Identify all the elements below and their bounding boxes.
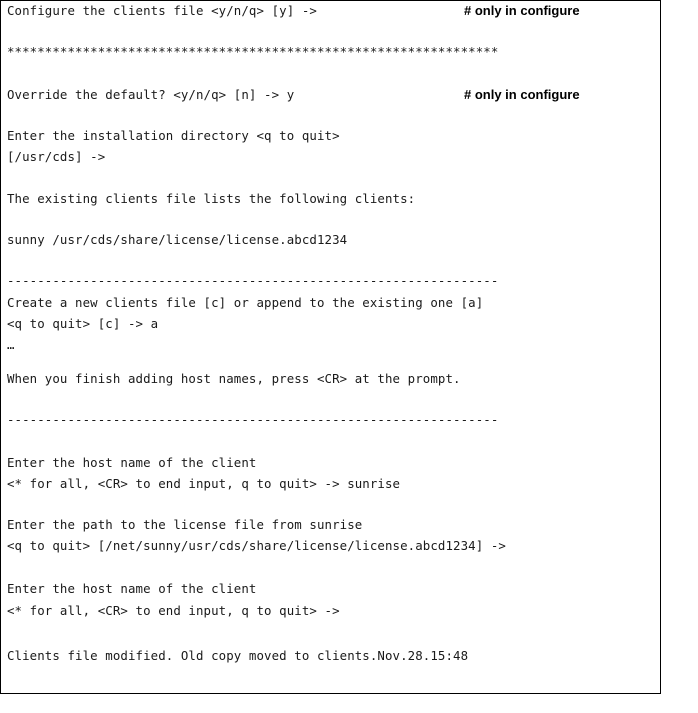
ellipsis: … <box>7 337 15 352</box>
override-default-prompt: Override the default? <y/n/q> [n] -> y <box>7 87 295 102</box>
license-path-prompt: Enter the path to the license file from sunrise <box>7 517 363 532</box>
finish-adding-instructions: When you finish adding host names, press <CR> at the prompt. <box>7 371 461 386</box>
host-name-input-2: <* for all, <CR> to end input, q to quit> -> <box>7 603 340 618</box>
configure-only-note: # only in configure <box>464 3 580 18</box>
override-only-note: # only in configure <box>464 87 580 102</box>
license-path-input: <q to quit> [/net/sunny/usr/cds/share/license/license.abcd1234] -> <box>7 538 506 553</box>
dash-separator-1: ----------------------------------------------------------------- <box>7 273 499 288</box>
host-name-prompt-1: Enter the host name of the client <box>7 455 257 470</box>
host-name-input-1: <* for all, <CR> to end input, q to quit> -> sunrise <box>7 476 401 491</box>
clients-modified-message: Clients file modified. Old copy moved to clients.Nov.28.15:48 <box>7 648 469 663</box>
client-entry: sunny /usr/cds/share/license/license.abcd1234 <box>7 232 348 247</box>
install-directory-default: [/usr/cds] -> <box>7 149 106 164</box>
asterisk-separator: ***************************************************************** <box>7 44 499 59</box>
install-directory-prompt: Enter the installation directory <q to quit> <box>7 128 340 143</box>
dash-separator-2: ----------------------------------------------------------------- <box>7 412 499 427</box>
existing-clients-heading: The existing clients file lists the following clients: <box>7 191 416 206</box>
create-or-append-answer: <q to quit> [c] -> a <box>7 316 159 331</box>
configure-clients-prompt: Configure the clients file <y/n/q> [y] -> <box>7 3 317 18</box>
create-or-append-question: Create a new clients file [c] or append to the existing one [a] <box>7 295 484 310</box>
host-name-prompt-2: Enter the host name of the client <box>7 581 257 596</box>
